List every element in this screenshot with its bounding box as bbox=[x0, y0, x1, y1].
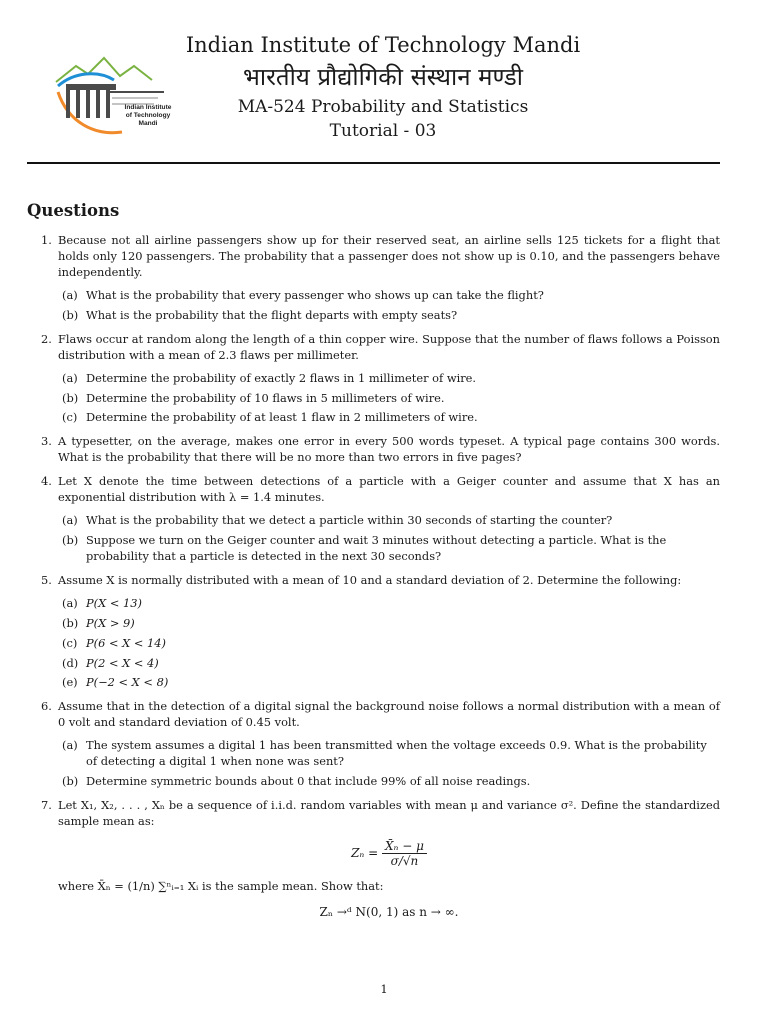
header-rule bbox=[27, 162, 720, 164]
question-number: 2. bbox=[41, 331, 52, 346]
question-number: 3. bbox=[41, 434, 52, 449]
sub-question: (b) P(X > 9) bbox=[62, 615, 135, 630]
question-list bbox=[27, 232, 720, 920]
questions-section bbox=[27, 201, 720, 930]
sub-question: (a) P(X < 13) bbox=[62, 596, 142, 611]
question-text: Flaws occur at random along the length of a thin copper wire. Suppose that the number of flaws follows a Poisson distribution with a mean of 2.3 flaws per millimeter. bbox=[58, 331, 720, 362]
logo-label: Indian Institute of Technology Mandi bbox=[124, 104, 172, 127]
question-4 bbox=[27, 473, 720, 564]
sub-question: (c) Determine the probability of at least 1 flaw in 2 millimeters of wire. bbox=[62, 410, 478, 425]
question-text: A typesetter, on the average, makes one error in every 500 words typeset. A typical page contains 300 words. What is the probability that there will be no more than two errors in five pages? bbox=[58, 434, 720, 465]
institute-name-english: Indian Institute of Technology Mandi bbox=[185, 33, 581, 57]
question-6 bbox=[27, 698, 720, 789]
question-text: Let X₁, X₂, . . . , Xₙ be a sequence of i.i.d. random variables with mean μ and variance σ². Define the standardized sample mean as: bbox=[58, 798, 720, 829]
fraction: $\frac{\text{X̄ₙ − μ}}{\sigma/√n}$ bbox=[382, 839, 427, 868]
sub-question-list bbox=[58, 737, 720, 789]
sub-question: (b) Suppose we turn on the Geiger counter and wait 3 minutes without detecting a particle. What is the probability that a particle is detected in the next 30 seconds? bbox=[62, 533, 667, 564]
sub-question: (e) P(−2 < X < 8) bbox=[62, 675, 169, 690]
question-5 bbox=[27, 572, 720, 690]
course-title: MA-524 Probability and Statistics bbox=[237, 97, 529, 117]
question-number: 5. bbox=[41, 573, 52, 588]
sub-question: (a) What is the probability that we detect a particle within 30 seconds of starting the counter? bbox=[62, 513, 613, 528]
question-number: 6. bbox=[41, 699, 52, 714]
sub-question: (b) What is the probability that the flight departs with empty seats? bbox=[62, 307, 458, 322]
page-number: 1 bbox=[380, 982, 388, 996]
sub-question: (c) P(6 < X < 14) bbox=[62, 635, 166, 650]
sub-question: (b) Determine the probability of 10 flaws in 5 millimeters of wire. bbox=[62, 390, 445, 405]
question-text: Let X denote the time between detections of a particle with a Geiger counter and assume that X has an exponential distribution with λ = 1.4 minutes. bbox=[58, 474, 720, 505]
question-3 bbox=[27, 433, 720, 465]
sub-question: (a) What is the probability that every passenger who shows up can take the flight? bbox=[62, 288, 544, 302]
section-title: Questions bbox=[27, 201, 120, 220]
question-text: Assume that in the detection of a digital signal the background noise follows a normal distribution with a mean of 0 volt and standard deviation of 0.45 volt. bbox=[58, 699, 720, 730]
tutorial-title: Tutorial - 03 bbox=[329, 121, 437, 141]
sub-question: (b) Determine symmetric bounds about 0 that include 99% of all noise readings. bbox=[62, 774, 531, 789]
sub-question-list bbox=[58, 595, 720, 690]
institute-name-hindi: भारतीय प्रौद्योगिकी संस्थान मण्डी bbox=[243, 63, 523, 91]
question-number: 7. bbox=[41, 798, 52, 813]
question-text: Because not all airline passengers show up for their reserved seat, an airline sells 125 tickets for a flight that holds only 120 passengers. The probability that a passenger does not show up is 0.10, and the passengers behave independently. bbox=[58, 233, 720, 279]
question-1 bbox=[27, 232, 720, 323]
sub-question-list bbox=[58, 287, 720, 323]
equation-convergence: Zₙ →ᵈ N(0, 1) as n → ∞. bbox=[319, 905, 459, 920]
question-number: 4. bbox=[41, 474, 52, 489]
sub-question: (d) P(2 < X < 4) bbox=[62, 655, 159, 670]
sub-question: (a) Determine the probability of exactly 2 flaws in 1 millimeter of wire. bbox=[62, 370, 477, 385]
sub-question: (a) The system assumes a digital 1 has been transmitted when the voltage exceeds 0.9. What is the probability of detecting a digital 1 when none was sent? bbox=[62, 738, 707, 769]
question-number: 1. bbox=[41, 233, 52, 247]
question-text: Assume X is normally distributed with a mean of 10 and a standard deviation of 2. Determine the following: bbox=[58, 573, 682, 588]
equation-standardized-mean: Zₙ = $\frac{\text{X̄ₙ − μ}}{\sigma/√n}$ bbox=[58, 839, 720, 868]
question-2 bbox=[27, 331, 720, 426]
question-text: where X̄ₙ = (1/n) ∑ⁿᵢ₌₁ Xᵢ is the sample mean. Show that: bbox=[58, 879, 384, 894]
sub-question-list bbox=[58, 512, 720, 564]
question-7 bbox=[27, 797, 720, 920]
sub-question-list bbox=[58, 370, 720, 426]
